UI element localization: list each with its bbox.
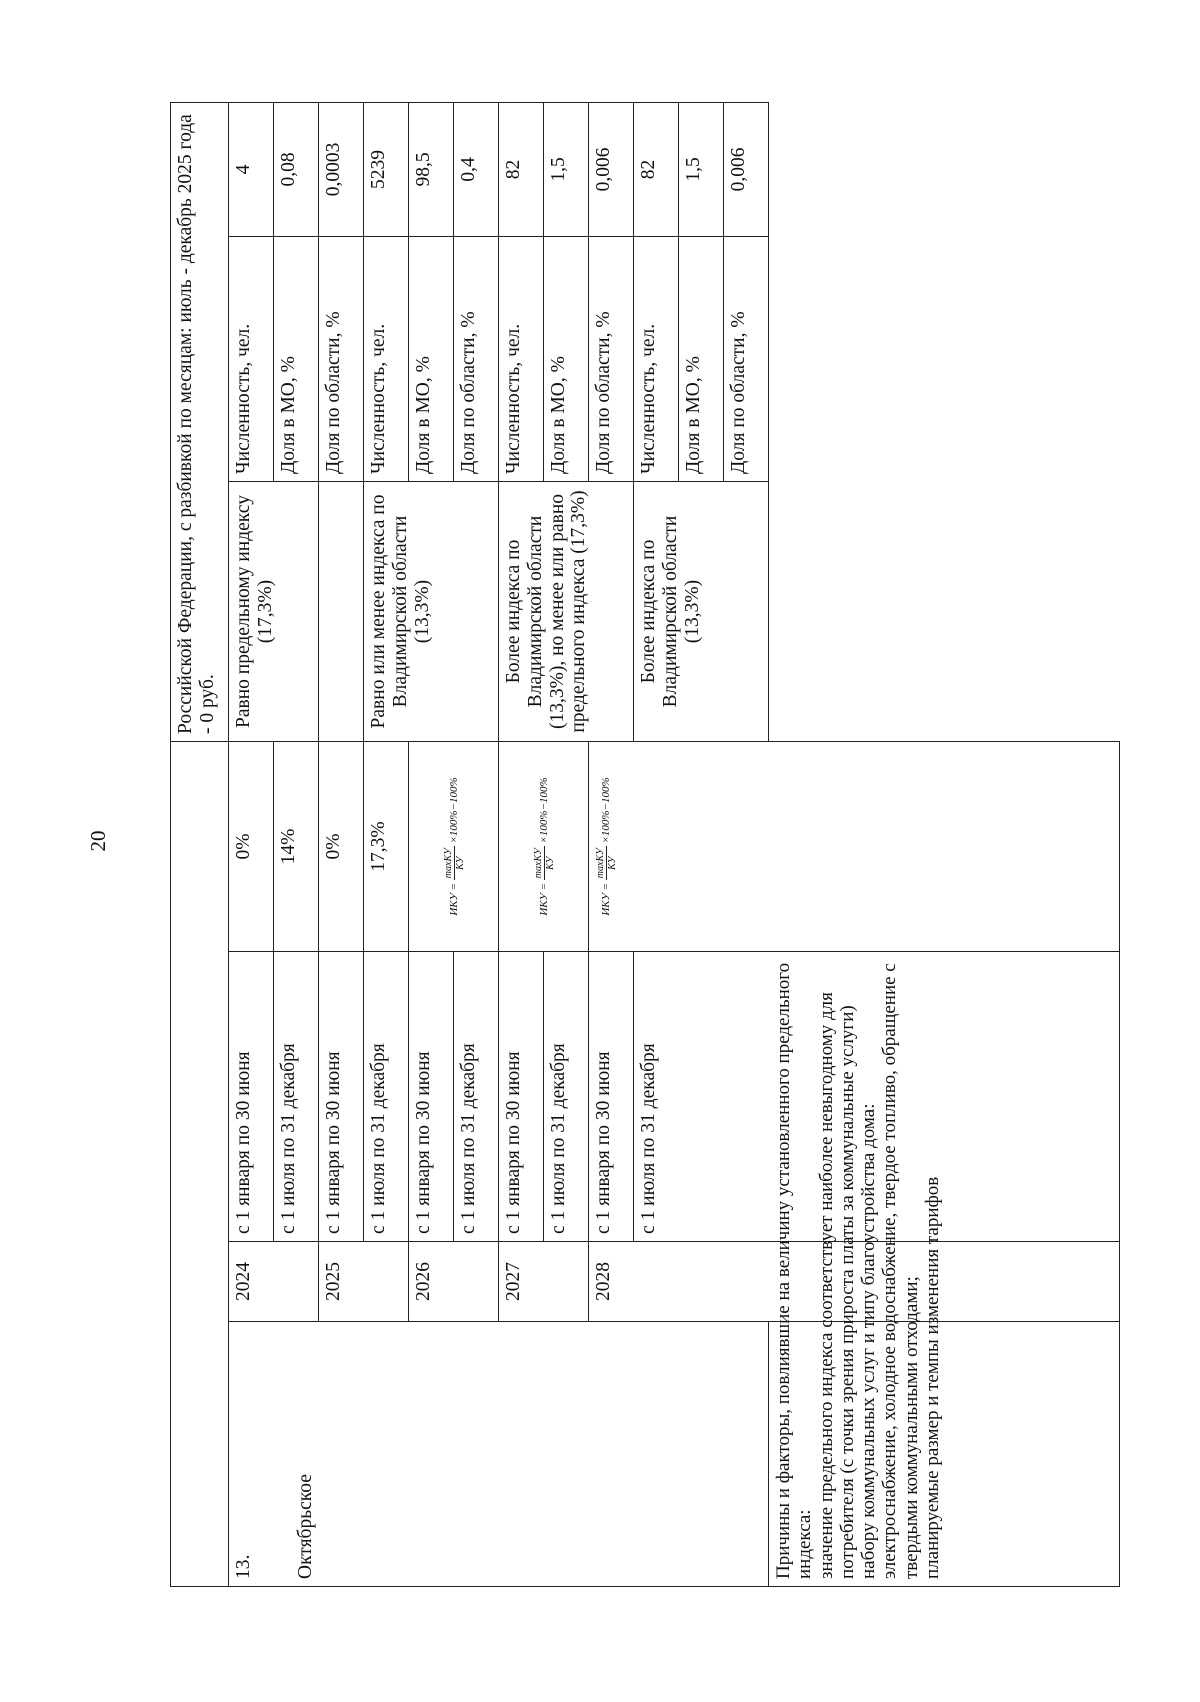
formula: ИКУ = maxКУ КУ ×100%−100% bbox=[532, 777, 556, 916]
reasons-text-2: планируемые размер и темпы изменения тарифов bbox=[921, 1176, 943, 1579]
metric-value: 0,006 bbox=[589, 102, 634, 236]
group-label: Более индекса по Владимирской области (13,3%), но менее или равно предельного индекса (17,3%) bbox=[499, 482, 634, 742]
metric-value: 1,5 bbox=[679, 102, 724, 236]
group-label: Более индекса по Владимирской области (13,3%) bbox=[634, 482, 769, 742]
metric-value: 4 bbox=[229, 102, 274, 236]
period-cell: с 1 июля по 31 декабря bbox=[364, 952, 409, 1242]
index-value: 0% bbox=[229, 742, 274, 952]
metric-value: 0,006 bbox=[724, 102, 769, 236]
formula-cell bbox=[499, 742, 589, 952]
index-value: 17,3% bbox=[364, 742, 409, 952]
metric-value: 1,5 bbox=[544, 102, 589, 236]
metric-name: Доля по области, % bbox=[454, 237, 499, 482]
page-number: 20 bbox=[86, 830, 110, 852]
period-cell: с 1 января по 30 июня bbox=[589, 952, 634, 1242]
period-cell: с 1 января по 30 июня bbox=[499, 952, 544, 1242]
year-cell: 2027 bbox=[499, 1242, 589, 1322]
municipality-cell bbox=[229, 1322, 769, 1587]
metric-name: Численность, чел. bbox=[364, 237, 409, 482]
period-cell: с 1 января по 30 июня bbox=[409, 952, 454, 1242]
municipality-name: Октябрьское bbox=[294, 1474, 316, 1579]
header-text: Российской Федерации, с разбивкой по месяцам: июль - декабрь 2025 года - 0 руб. bbox=[171, 102, 229, 741]
period-cell: с 1 июля по 31 декабря bbox=[274, 952, 319, 1242]
table-row bbox=[229, 102, 274, 1586]
metric-value: 98,5 bbox=[409, 102, 454, 236]
metric-name: Доля в МО, % bbox=[679, 237, 724, 482]
metric-name: Доля по области, % bbox=[319, 237, 364, 482]
metric-name: Доля в МО, % bbox=[544, 237, 589, 482]
period-cell: с 1 января по 30 июня bbox=[229, 952, 274, 1242]
group-label: Равно или менее индекса по Владимирской области (13,3%) bbox=[364, 482, 499, 742]
metric-name: Доля в МО, % bbox=[274, 237, 319, 482]
period-cell: с 1 января по 30 июня bbox=[319, 952, 364, 1242]
formula: ИКУ = maxКУ КУ ×100%−100% bbox=[594, 777, 618, 916]
index-value: 14% bbox=[274, 742, 319, 952]
year-cell: 2026 bbox=[409, 1242, 499, 1322]
metric-value: 82 bbox=[634, 102, 679, 236]
metric-value: 0,08 bbox=[274, 102, 319, 236]
metric-name: Численность, чел. bbox=[634, 237, 679, 482]
metric-name: Доля в МО, % bbox=[409, 237, 454, 482]
metric-value: 0,0003 bbox=[319, 102, 364, 236]
metric-value: 82 bbox=[499, 102, 544, 236]
metric-name: Численность, чел. bbox=[229, 237, 274, 482]
period-cell: с 1 июля по 31 декабря bbox=[634, 952, 1120, 1242]
period-cell: с 1 июля по 31 декабря bbox=[454, 952, 499, 1242]
header-row bbox=[171, 102, 229, 1586]
rotated-table-container bbox=[170, 103, 1120, 1587]
year-cell: 2025 bbox=[319, 1242, 409, 1322]
metric-name: Доля по области, % bbox=[724, 237, 769, 482]
formula: ИКУ = maxКУ КУ ×100%−100% bbox=[442, 777, 466, 916]
formula-cell bbox=[589, 742, 1120, 952]
formula-cell bbox=[409, 742, 499, 952]
period-cell: с 1 июля по 31 декабря bbox=[544, 952, 589, 1242]
index-value: 0% bbox=[319, 742, 364, 952]
year-cell: 2028 bbox=[589, 1242, 1120, 1322]
metric-name: Численность, чел. bbox=[499, 237, 544, 482]
metric-name: Доля по области, % bbox=[589, 237, 634, 482]
reasons-cell bbox=[769, 952, 1120, 1587]
metric-value: 5239 bbox=[364, 102, 409, 236]
reasons-title: Причины и факторы, повлиявшие на величину установленного предельного индекса: bbox=[773, 962, 816, 1579]
year-cell: 2024 bbox=[229, 1242, 319, 1322]
reasons-text: значение предельного индекса соответствует наиболее невыгодному для потребителя (с точки зрения прироста платы за коммунальные услуги) набору коммунальных услуг и типу благоустройства дома: электроснабжение, холодное водоснабжение, твердое топливо, обращение с твердыми коммунальными отходами; bbox=[815, 963, 922, 1579]
row-number: 13. bbox=[233, 1554, 254, 1579]
metric-value: 0,4 bbox=[454, 102, 499, 236]
index-table bbox=[170, 102, 1120, 1587]
group-label: Равно предельному индексу (17,3%) bbox=[229, 482, 319, 742]
